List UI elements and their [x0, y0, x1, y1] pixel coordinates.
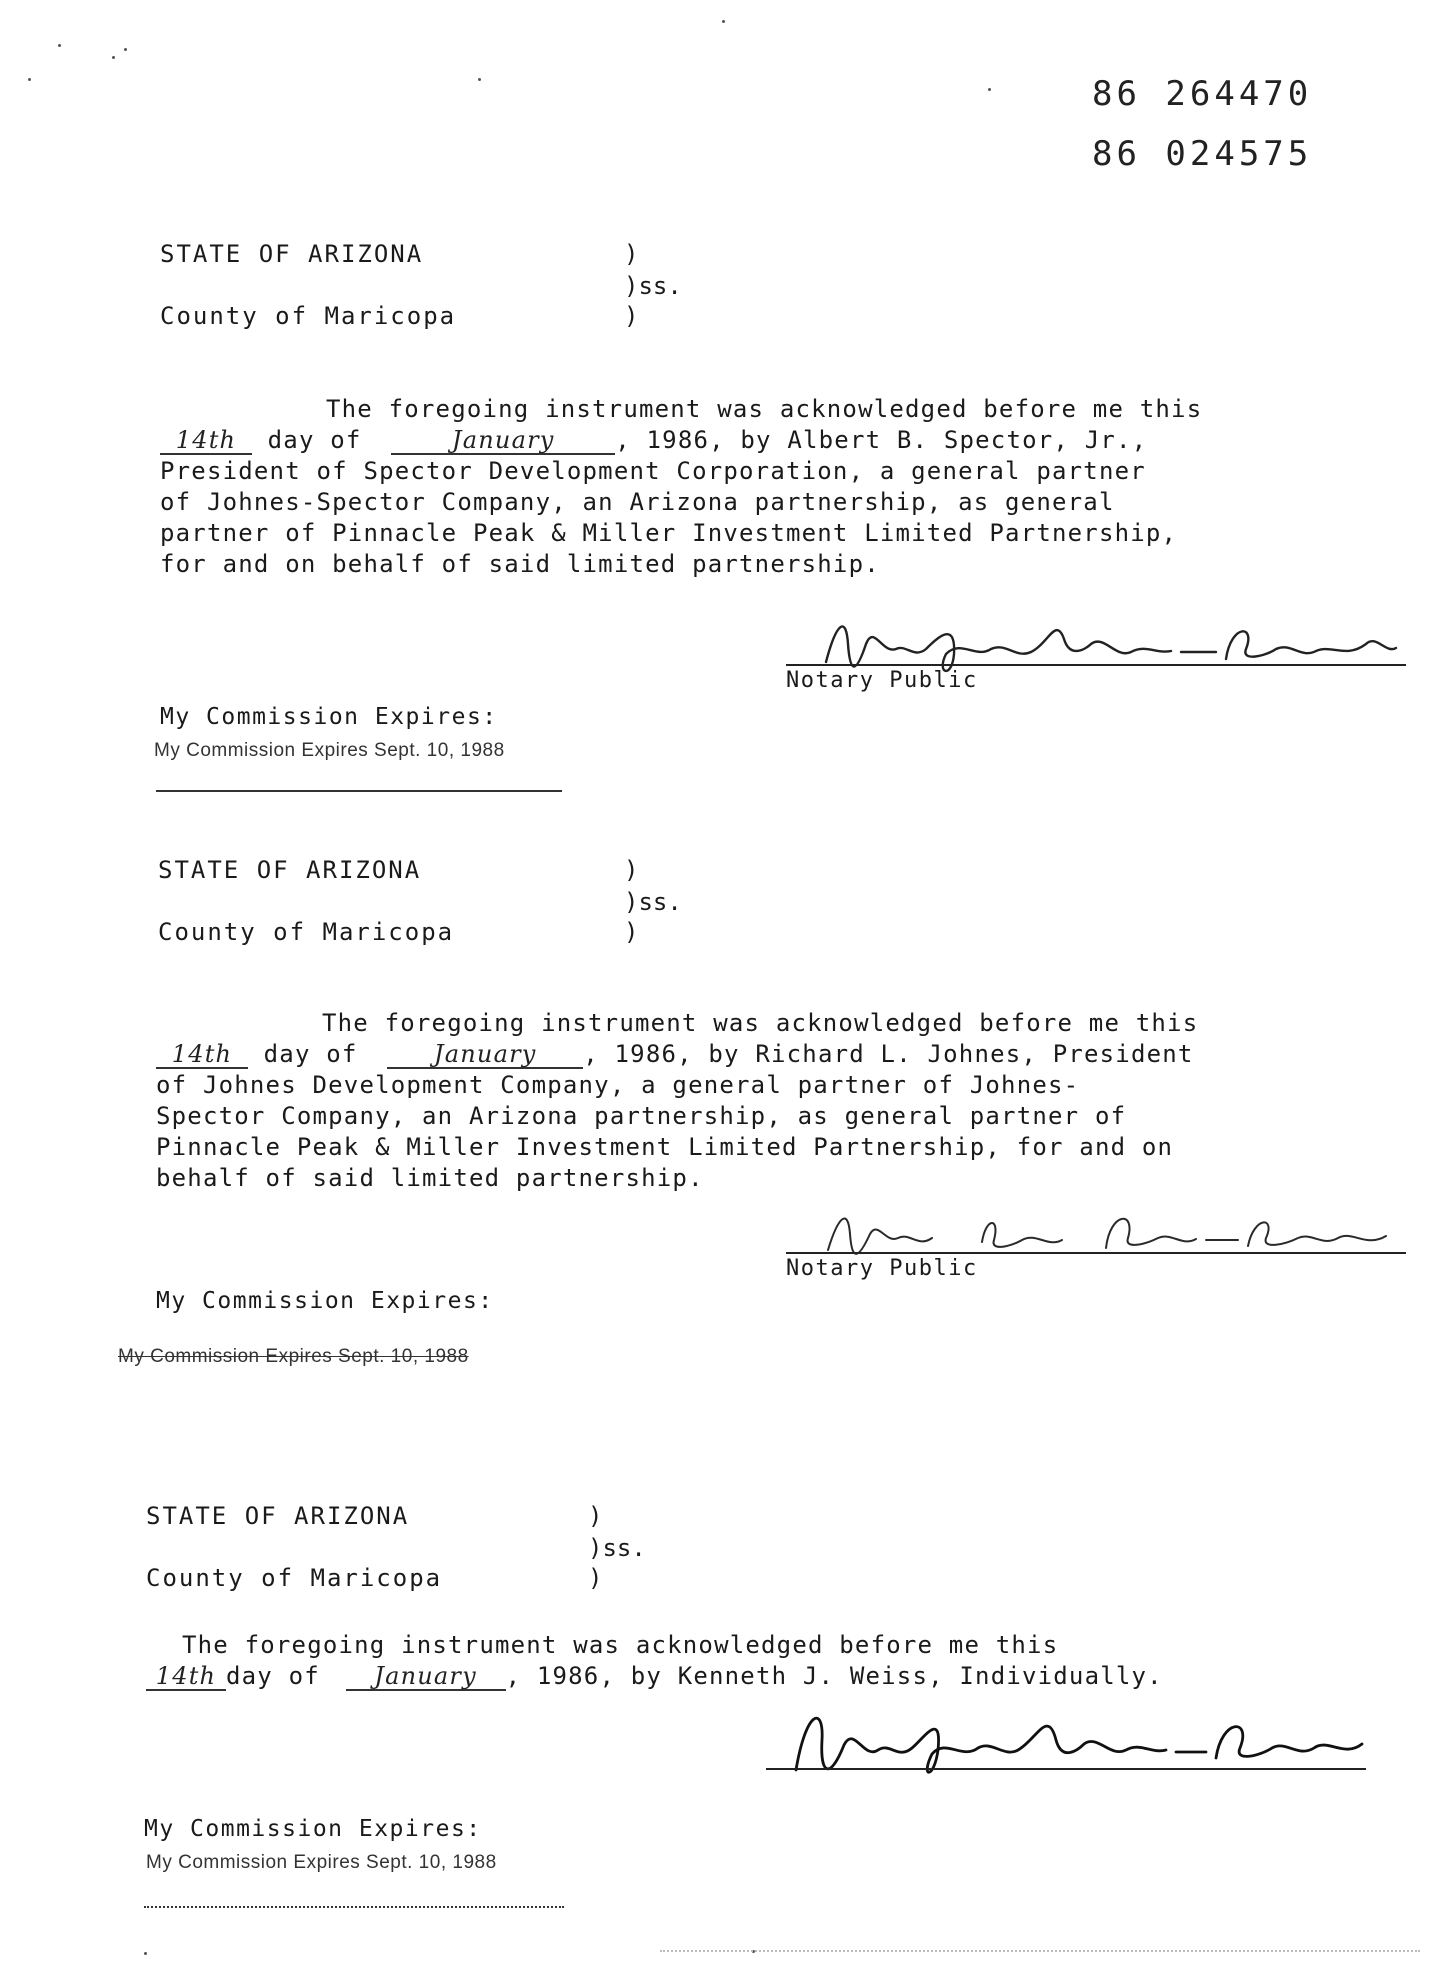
acknowledgment-line: behalf of said limited partnership. — [156, 1164, 704, 1192]
commission-expires-label: My Commission Expires: — [156, 1288, 494, 1314]
acknowledgment-line: President of Spector Development Corporation, a general partner — [160, 457, 1146, 485]
acknowledgment-line-rest: , 1986, by Albert B. Spector, Jr., — [615, 426, 1148, 454]
scan-speck — [144, 1952, 147, 1955]
ss-marker: )ss. — [624, 272, 682, 300]
commission-expires-label: My Commission Expires: — [144, 1816, 482, 1842]
county-label: County of Maricopa — [158, 918, 455, 946]
commission-rule — [156, 790, 562, 792]
scan-speck — [112, 56, 115, 59]
acknowledgment-line: of Johnes Development Company, a general partner of Johnes- — [156, 1071, 1080, 1099]
state-label: STATE OF ARIZONA — [160, 240, 424, 268]
acknowledgment-line-rest: , 1986, by Kenneth J. Weiss, Individually. — [505, 1662, 1163, 1690]
commission-rule — [144, 1906, 564, 1908]
acknowledgment-line: for and on behalf of said limited partnership. — [160, 550, 880, 578]
scan-speck — [58, 44, 61, 47]
state-label: STATE OF ARIZONA — [158, 856, 422, 884]
venue-paren: ) — [624, 918, 639, 946]
acknowledgment-line — [146, 1661, 1366, 1692]
scan-noise — [660, 1950, 1420, 1952]
scan-speck — [28, 78, 31, 81]
commission-expiration-stamp: My Commission Expires Sept. 10, 1988 — [154, 740, 505, 761]
venue-paren: ) — [624, 302, 639, 330]
scan-speck — [478, 78, 481, 81]
ss-marker: )ss. — [624, 888, 682, 916]
acknowledgment-line-rest: , 1986, by Richard L. Johnes, President — [583, 1040, 1194, 1068]
notary-signature-block — [786, 604, 1406, 694]
handwritten-day: 14th — [146, 1663, 226, 1691]
signature-line — [786, 664, 1406, 666]
day-of-label: day of — [263, 1040, 358, 1068]
acknowledgment-line: partner of Pinnacle Peak & Miller Investment Limited Partnership, — [160, 519, 1178, 547]
commission-expiration-stamp: My Commission Expires Sept. 10, 1988 — [118, 1346, 469, 1367]
notary-public-label: Notary Public — [786, 1256, 978, 1281]
venue-paren: ) — [624, 240, 639, 268]
handwritten-month: January — [387, 1041, 583, 1069]
venue-paren: ) — [624, 856, 639, 884]
county-label: County of Maricopa — [146, 1564, 443, 1592]
handwritten-month: January — [391, 427, 615, 455]
signature-line — [766, 1768, 1366, 1770]
day-of-label: day of — [226, 1662, 320, 1690]
handwritten-day: 14th — [160, 427, 252, 455]
notary-signature-block — [786, 1192, 1406, 1282]
scan-speck — [988, 88, 991, 91]
commission-expires-label: My Commission Expires: — [160, 704, 498, 730]
record-number: 86 024575 — [1092, 134, 1313, 174]
acknowledgment-line: Spector Company, an Arizona partnership, as general partner of — [156, 1102, 1127, 1130]
acknowledgment-line: The foregoing instrument was acknowledged before me this — [182, 1631, 1059, 1659]
signature-line — [786, 1252, 1406, 1254]
venue-paren: ) — [588, 1502, 603, 1530]
notary-signature — [766, 1700, 1366, 1790]
county-label: County of Maricopa — [160, 302, 457, 330]
ss-marker: )ss. — [588, 1534, 646, 1562]
state-label: STATE OF ARIZONA — [146, 1502, 410, 1530]
commission-expiration-stamp: My Commission Expires Sept. 10, 1988 — [146, 1852, 497, 1873]
day-of-label: day of — [267, 426, 362, 454]
acknowledgment-line — [156, 1039, 1370, 1070]
acknowledgment-line: The foregoing instrument was acknowledged before me this — [322, 1009, 1199, 1037]
venue-paren: ) — [588, 1564, 603, 1592]
scan-speck — [124, 48, 127, 51]
record-number: 86 264470 — [1092, 74, 1313, 114]
acknowledgment-line: The foregoing instrument was acknowledged before me this — [326, 395, 1203, 423]
handwritten-month: January — [346, 1663, 506, 1691]
acknowledgment-text — [146, 1630, 1366, 1692]
acknowledgment-line — [160, 425, 1370, 456]
acknowledgment-text — [160, 394, 1370, 580]
acknowledgment-line: of Johnes-Spector Company, an Arizona partnership, as general — [160, 488, 1115, 516]
handwritten-day: 14th — [156, 1041, 248, 1069]
acknowledgment-text — [156, 1008, 1370, 1194]
scan-speck — [722, 20, 725, 23]
notary-signature-block — [766, 1700, 1366, 1790]
acknowledgment-line: Pinnacle Peak & Miller Investment Limited Partnership, for and on — [156, 1133, 1174, 1161]
notary-public-label: Notary Public — [786, 668, 978, 693]
